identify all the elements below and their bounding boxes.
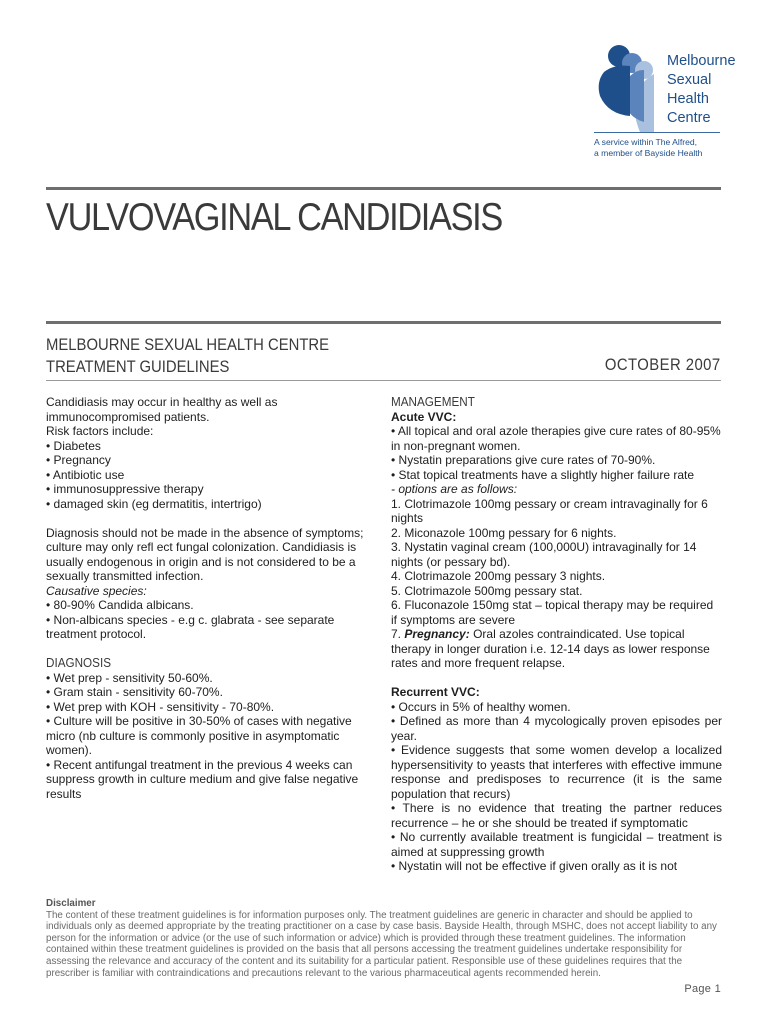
recurrent-item: • Occurs in 5% of healthy women.: [391, 699, 571, 714]
option-item: 5. Clotrimazole 500mg pessary stat.: [391, 583, 583, 598]
org-name: MELBOURNE SEXUAL HEALTH CENTRE: [46, 336, 330, 354]
logo-line-2: Sexual: [667, 72, 712, 88]
option-item: 4. Clotrimazole 200mg pessary 3 nights.: [391, 569, 606, 583]
diagnosis-item: • Wet prep with KOH - sensitivity - 70-80%.: [46, 699, 275, 714]
top-divider: [46, 187, 721, 190]
recurrent-item: • Defined as more than 4 mycologically proven episodes per year.: [391, 714, 722, 743]
options-label: - options are as follows:: [391, 482, 518, 496]
causative-item: • Non-albicans species - e.g c. glabrata - see separate treatment protocol.: [46, 612, 335, 641]
disclaimer: [46, 898, 722, 979]
acute-item: • Nystatin preparations give cure rates of 70-90%.: [391, 453, 656, 467]
risk-item: • damaged skin (eg dermatitis, intertrigo): [46, 496, 262, 511]
logo-line-3: Health: [667, 91, 709, 107]
option-item: 1. Clotrimazole 100mg pessary or cream intravaginally for 6 nights: [391, 496, 708, 525]
risk-item: • Pregnancy: [46, 453, 111, 467]
causative-heading: Causative species:: [46, 583, 147, 598]
acute-item: • Stat topical treatments have a slightly higher failure rate: [391, 467, 695, 482]
acute-item: • All topical and oral azole therapies give cure rates of 80-95% in non-pregnant women.: [391, 424, 721, 453]
option-item: 6. Fluconazole 150mg stat – topical therapy may be required if symptoms are severe: [391, 598, 714, 627]
diagnosis-paragraph: Diagnosis should not be made in the absence of symptoms; culture may only refl ect fungal colonization. Candidiasis is usually endogenous in origin and is not considered to be a sexually transmitted infection.: [46, 525, 364, 583]
recurrent-item: • No currently available treatment is fungicidal – treatment is aimed at suppressing growth: [391, 830, 722, 859]
option-item: 3. Nystatin vaginal cream (100,000U) intravaginally for 14 nights (or pessary bd).: [391, 540, 697, 569]
risk-item: • Diabetes: [46, 438, 101, 453]
diagnosis-item: • Gram stain - sensitivity 60-70%.: [46, 685, 223, 699]
recurrent-item: • Nystatin will not be effective if given orally as it is not: [391, 859, 678, 873]
acute-heading: Acute VVC:: [391, 409, 457, 424]
causative-item: • 80-90% Candida albicans.: [46, 598, 194, 612]
diagnosis-item: • Recent antifungal treatment in the previous 4 weeks can suppress growth in culture medium and give false negative results: [46, 757, 359, 801]
left-column: [46, 395, 368, 801]
logo-tagline: [594, 137, 702, 159]
logo-divider: [594, 132, 720, 133]
logo-line-1: Melbourne: [667, 53, 736, 69]
pregnancy-option: [391, 627, 722, 671]
disclaimer-text: The content of these treatment guidelines is for information purposes only. The treatment guidelines are generic in character and should be applied to individuals only as deemed appropriate by the treating practitioner on a case by case basis. Bayside Health, through MSHC, does not accept liability to any person for the information or advice (or the use of such information or advice) which is provided through these treatment guidelines. The information contained within these treatment guidelines is provided on the basis that all persons accessing the treatment guidelines undertake responsibility for assessing the relevance and accuracy of the content and its suitability for a particular patient. Responsible use of these guidelines requires that the prescriber is familiar with contraindications and precautions relevant to the various pharmaceutical agents recommended herein.: [46, 909, 717, 979]
logo-line-4: Centre: [667, 110, 711, 126]
diagnosis-item: • Wet prep - sensitivity 50-60%.: [46, 670, 213, 685]
recurrent-heading: Recurrent VVC:: [391, 685, 480, 699]
document-title: VULVOVAGINAL CANDIDIASIS: [46, 196, 502, 239]
document-date: OCTOBER 2007: [605, 356, 721, 374]
page-number: Page 1: [684, 983, 721, 995]
subheader-divider: [46, 380, 721, 381]
disclaimer-title: Disclaimer: [46, 898, 96, 909]
right-column: [391, 395, 722, 874]
guideline-type: TREATMENT GUIDELINES: [46, 358, 230, 376]
pregnancy-number: 7.: [391, 627, 402, 641]
option-item: 2. Miconazole 100mg pessary for 6 nights.: [391, 525, 617, 540]
logo-name: [667, 52, 736, 128]
pregnancy-text: Oral azoles contraindicated. Use topical therapy in longer duration i.e. 12-14 days as lower response rates and more frequent relapse.: [391, 627, 710, 670]
people-logo-icon: [594, 44, 666, 132]
diagnosis-item: • Culture will be positive in 30-50% of cases with negative micro (nb culture is commonly positive in asymptomatic women).: [46, 714, 352, 757]
management-heading: MANAGEMENT: [391, 394, 475, 409]
risk-heading: Risk factors include:: [46, 424, 154, 438]
logo-tagline-1: A service within The Alfred,: [594, 137, 698, 147]
pregnancy-label: Pregnancy:: [404, 627, 470, 641]
org-header: [46, 334, 329, 378]
header-divider: [46, 321, 721, 324]
diagnosis-heading: DIAGNOSIS: [46, 655, 112, 670]
recurrent-item: • Evidence suggests that some women develop a localized hypersensitivity to yeasts that interferes with effective immune response and predisposes to recurrence (it is the same population that recurs): [391, 743, 722, 801]
recurrent-item: • There is no evidence that treating the partner reduces recurrence – he or she should be treated if symptomatic: [391, 801, 722, 830]
msh-logo: [594, 44, 734, 162]
risk-item: • Antibiotic use: [46, 467, 125, 482]
intro-text: Candidiasis may occur in healthy as well as immunocompromised patients.: [46, 395, 278, 424]
logo-tagline-2: a member of Bayside Health: [594, 148, 703, 158]
risk-item: • immunosuppressive therapy: [46, 482, 204, 496]
